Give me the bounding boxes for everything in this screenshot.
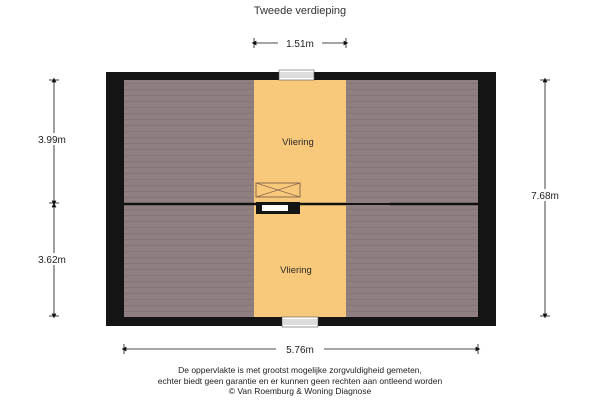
dimension-right-label: 7.68m (531, 191, 559, 202)
window-top (279, 70, 314, 80)
room-label-upper: Vliering (282, 137, 314, 148)
room-vliering-lower (254, 205, 346, 317)
dimension-top-label: 1.51m (286, 39, 314, 50)
roof-area-bottom-right (346, 205, 478, 317)
dimension-left-lower (30, 205, 74, 316)
dimension-top (254, 37, 346, 50)
plan-title: Tweede verdieping (253, 5, 347, 17)
chimney-opening (262, 205, 288, 211)
roof-area-bottom-left (124, 205, 254, 317)
room-label-lower: Vliering (280, 265, 312, 276)
dimension-bottom-label: 5.76m (286, 345, 314, 356)
dimension-right (522, 80, 568, 316)
roof-area-top-right (346, 80, 478, 203)
disclaimer-line-2: echter biedt geen garantie en er kunnen geen rechten aan ontleend worden (157, 375, 443, 386)
dimension-left-lower-label: 3.62m (38, 255, 66, 266)
disclaimer-line-1: De oppervlakte is met grootst mogelijke zorgvuldigheid gemeten, (178, 365, 422, 375)
disclaimer (100, 365, 500, 397)
disclaimer-line-3: © Van Roemburg & Woning Diagnose (228, 386, 372, 396)
roof-area-top-left (124, 80, 254, 203)
dimension-left-upper (30, 80, 74, 203)
window-bottom (282, 317, 318, 327)
dimension-bottom (124, 343, 478, 356)
dimension-left-upper-label: 3.99m (38, 135, 66, 146)
